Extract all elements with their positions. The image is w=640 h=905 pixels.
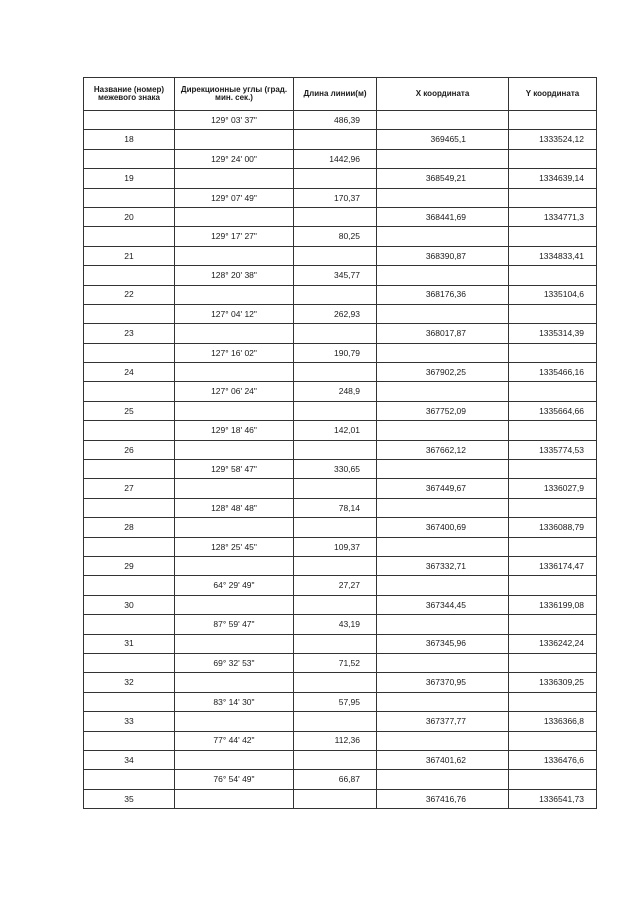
marker-name-cell: 33 xyxy=(84,712,175,731)
directional-angle-cell: 127° 16' 02" xyxy=(175,343,294,362)
directional-angle-cell xyxy=(175,750,294,769)
table-row xyxy=(84,750,597,769)
table-row xyxy=(84,440,597,459)
directional-angle-cell xyxy=(175,207,294,226)
directional-angle-cell: 69° 32' 53" xyxy=(175,653,294,672)
table-row xyxy=(84,304,597,323)
x-coordinate-cell xyxy=(377,227,509,246)
marker-name-cell xyxy=(84,770,175,789)
table-row xyxy=(84,518,597,537)
y-coordinate-cell: 1334771,3 xyxy=(509,207,597,226)
x-coordinate-cell xyxy=(377,731,509,750)
y-coordinate-cell: 1335104,6 xyxy=(509,285,597,304)
y-coordinate-cell: 1336242,24 xyxy=(509,634,597,653)
table-row xyxy=(84,789,597,808)
line-length-cell: 170,37 xyxy=(294,188,377,207)
x-coordinate-cell: 367401,62 xyxy=(377,750,509,769)
header-line-length: Длина линии(м) xyxy=(294,78,377,111)
line-length-cell xyxy=(294,673,377,692)
x-coordinate-cell xyxy=(377,576,509,595)
line-length-cell xyxy=(294,285,377,304)
directional-angle-cell: 87° 59' 47" xyxy=(175,615,294,634)
table-row xyxy=(84,382,597,401)
y-coordinate-cell xyxy=(509,188,597,207)
directional-angle-cell: 129° 17' 27" xyxy=(175,227,294,246)
x-coordinate-cell xyxy=(377,111,509,130)
marker-name-cell xyxy=(84,653,175,672)
marker-name-cell: 20 xyxy=(84,207,175,226)
directional-angle-cell: 128° 20' 38" xyxy=(175,266,294,285)
line-length-cell xyxy=(294,363,377,382)
directional-angle-cell xyxy=(175,712,294,731)
x-coordinate-cell: 367449,67 xyxy=(377,479,509,498)
marker-name-cell: 34 xyxy=(84,750,175,769)
x-coordinate-cell xyxy=(377,304,509,323)
marker-name-cell: 27 xyxy=(84,479,175,498)
y-coordinate-cell: 1334639,14 xyxy=(509,169,597,188)
table-row xyxy=(84,595,597,614)
line-length-cell xyxy=(294,479,377,498)
x-coordinate-cell xyxy=(377,770,509,789)
directional-angle-cell xyxy=(175,789,294,808)
x-coordinate-cell xyxy=(377,615,509,634)
table-row xyxy=(84,653,597,672)
x-coordinate-cell: 367377,77 xyxy=(377,712,509,731)
directional-angle-cell: 83° 14' 30" xyxy=(175,692,294,711)
x-coordinate-cell: 367345,96 xyxy=(377,634,509,653)
marker-name-cell xyxy=(84,304,175,323)
directional-angle-cell xyxy=(175,634,294,653)
marker-name-cell xyxy=(84,149,175,168)
y-coordinate-cell xyxy=(509,382,597,401)
line-length-cell xyxy=(294,518,377,537)
table-row xyxy=(84,111,597,130)
line-length-cell xyxy=(294,556,377,575)
marker-name-cell: 26 xyxy=(84,440,175,459)
y-coordinate-cell: 1336309,25 xyxy=(509,673,597,692)
directional-angle-cell: 64° 29' 49" xyxy=(175,576,294,595)
marker-name-cell xyxy=(84,498,175,517)
line-length-cell: 43,19 xyxy=(294,615,377,634)
table-row xyxy=(84,227,597,246)
marker-name-cell xyxy=(84,111,175,130)
marker-name-cell: 28 xyxy=(84,518,175,537)
y-coordinate-cell xyxy=(509,111,597,130)
x-coordinate-cell xyxy=(377,343,509,362)
directional-angle-cell: 129° 24' 00" xyxy=(175,149,294,168)
x-coordinate-cell xyxy=(377,692,509,711)
directional-angle-cell xyxy=(175,401,294,420)
table-row xyxy=(84,731,597,750)
table-row xyxy=(84,324,597,343)
x-coordinate-cell: 368017,87 xyxy=(377,324,509,343)
x-coordinate-cell: 367752,09 xyxy=(377,401,509,420)
table-row xyxy=(84,634,597,653)
marker-name-cell xyxy=(84,343,175,362)
x-coordinate-cell: 367902,25 xyxy=(377,363,509,382)
line-length-cell: 112,36 xyxy=(294,731,377,750)
directional-angle-cell xyxy=(175,363,294,382)
table-row xyxy=(84,343,597,362)
y-coordinate-cell: 1333524,12 xyxy=(509,130,597,149)
marker-name-cell xyxy=(84,615,175,634)
line-length-cell: 142,01 xyxy=(294,421,377,440)
x-coordinate-cell: 367332,71 xyxy=(377,556,509,575)
line-length-cell: 262,93 xyxy=(294,304,377,323)
x-coordinate-cell: 368549,21 xyxy=(377,169,509,188)
directional-angle-cell: 128° 48' 48" xyxy=(175,498,294,517)
y-coordinate-cell: 1336088,79 xyxy=(509,518,597,537)
directional-angle-cell xyxy=(175,673,294,692)
line-length-cell: 330,65 xyxy=(294,460,377,479)
table-row xyxy=(84,692,597,711)
directional-angle-cell xyxy=(175,324,294,343)
table-row xyxy=(84,169,597,188)
table-row xyxy=(84,130,597,149)
y-coordinate-cell xyxy=(509,537,597,556)
line-length-cell: 248,9 xyxy=(294,382,377,401)
marker-name-cell xyxy=(84,188,175,207)
line-length-cell xyxy=(294,324,377,343)
y-coordinate-cell: 1336366,8 xyxy=(509,712,597,731)
x-coordinate-cell xyxy=(377,537,509,556)
directional-angle-cell: 127° 04' 12" xyxy=(175,304,294,323)
header-marker-name: Название (номер) межевого знака xyxy=(84,78,175,111)
line-length-cell: 190,79 xyxy=(294,343,377,362)
marker-name-cell: 18 xyxy=(84,130,175,149)
table-header-row xyxy=(84,78,597,111)
line-length-cell xyxy=(294,130,377,149)
table-row xyxy=(84,363,597,382)
marker-name-cell xyxy=(84,382,175,401)
x-coordinate-cell: 368441,69 xyxy=(377,207,509,226)
line-length-cell xyxy=(294,750,377,769)
marker-name-cell xyxy=(84,421,175,440)
directional-angle-cell: 129° 58' 47" xyxy=(175,460,294,479)
marker-name-cell xyxy=(84,692,175,711)
marker-name-cell: 29 xyxy=(84,556,175,575)
x-coordinate-cell: 367370,95 xyxy=(377,673,509,692)
line-length-cell xyxy=(294,634,377,653)
x-coordinate-cell xyxy=(377,188,509,207)
y-coordinate-cell xyxy=(509,653,597,672)
x-coordinate-cell: 368176,36 xyxy=(377,285,509,304)
marker-name-cell: 35 xyxy=(84,789,175,808)
y-coordinate-cell: 1335774,53 xyxy=(509,440,597,459)
header-directional-angle: Дирекционные углы (град. мин. сек.) xyxy=(175,78,294,111)
marker-name-cell: 23 xyxy=(84,324,175,343)
boundary-coordinates-table xyxy=(83,77,597,809)
table-row xyxy=(84,556,597,575)
x-coordinate-cell xyxy=(377,266,509,285)
marker-name-cell xyxy=(84,266,175,285)
directional-angle-cell: 128° 25' 45" xyxy=(175,537,294,556)
line-length-cell: 1442,96 xyxy=(294,149,377,168)
table-row xyxy=(84,246,597,265)
directional-angle-cell xyxy=(175,440,294,459)
table-row xyxy=(84,207,597,226)
y-coordinate-cell xyxy=(509,343,597,362)
y-coordinate-cell: 1336174,47 xyxy=(509,556,597,575)
x-coordinate-cell xyxy=(377,498,509,517)
marker-name-cell xyxy=(84,576,175,595)
table-row xyxy=(84,266,597,285)
marker-name-cell xyxy=(84,731,175,750)
line-length-cell: 78,14 xyxy=(294,498,377,517)
y-coordinate-cell: 1335314,39 xyxy=(509,324,597,343)
y-coordinate-cell xyxy=(509,227,597,246)
x-coordinate-cell xyxy=(377,460,509,479)
y-coordinate-cell xyxy=(509,460,597,479)
line-length-cell xyxy=(294,789,377,808)
table-row xyxy=(84,421,597,440)
table-row xyxy=(84,285,597,304)
directional-angle-cell xyxy=(175,285,294,304)
y-coordinate-cell: 1336199,08 xyxy=(509,595,597,614)
line-length-cell: 109,37 xyxy=(294,537,377,556)
table-row xyxy=(84,188,597,207)
table-row xyxy=(84,615,597,634)
marker-name-cell: 22 xyxy=(84,285,175,304)
y-coordinate-cell xyxy=(509,692,597,711)
y-coordinate-cell: 1335466,16 xyxy=(509,363,597,382)
directional-angle-cell xyxy=(175,130,294,149)
directional-angle-cell xyxy=(175,518,294,537)
line-length-cell xyxy=(294,440,377,459)
line-length-cell: 345,77 xyxy=(294,266,377,285)
marker-name-cell: 24 xyxy=(84,363,175,382)
table-row xyxy=(84,479,597,498)
directional-angle-cell xyxy=(175,479,294,498)
line-length-cell: 486,39 xyxy=(294,111,377,130)
line-length-cell xyxy=(294,595,377,614)
line-length-cell: 80,25 xyxy=(294,227,377,246)
directional-angle-cell xyxy=(175,246,294,265)
marker-name-cell xyxy=(84,537,175,556)
x-coordinate-cell: 367344,45 xyxy=(377,595,509,614)
y-coordinate-cell xyxy=(509,498,597,517)
x-coordinate-cell: 367416,76 xyxy=(377,789,509,808)
marker-name-cell: 30 xyxy=(84,595,175,614)
directional-angle-cell: 129° 18' 46" xyxy=(175,421,294,440)
table-row xyxy=(84,149,597,168)
directional-angle-cell: 129° 03' 37" xyxy=(175,111,294,130)
line-length-cell xyxy=(294,246,377,265)
marker-name-cell: 31 xyxy=(84,634,175,653)
marker-name-cell: 32 xyxy=(84,673,175,692)
y-coordinate-cell: 1336541,73 xyxy=(509,789,597,808)
x-coordinate-cell: 369465,1 xyxy=(377,130,509,149)
x-coordinate-cell xyxy=(377,149,509,168)
directional-angle-cell xyxy=(175,556,294,575)
marker-name-cell: 19 xyxy=(84,169,175,188)
y-coordinate-cell xyxy=(509,266,597,285)
y-coordinate-cell xyxy=(509,304,597,323)
directional-angle-cell: 77° 44' 42" xyxy=(175,731,294,750)
y-coordinate-cell: 1336476,6 xyxy=(509,750,597,769)
directional-angle-cell: 76° 54' 49" xyxy=(175,770,294,789)
table-row xyxy=(84,576,597,595)
x-coordinate-cell: 368390,87 xyxy=(377,246,509,265)
directional-angle-cell: 129° 07' 49" xyxy=(175,188,294,207)
marker-name-cell: 21 xyxy=(84,246,175,265)
y-coordinate-cell xyxy=(509,615,597,634)
line-length-cell: 27,27 xyxy=(294,576,377,595)
table-row xyxy=(84,770,597,789)
header-y-coordinate: Y координата xyxy=(509,78,597,111)
y-coordinate-cell xyxy=(509,731,597,750)
x-coordinate-cell xyxy=(377,653,509,672)
table-row xyxy=(84,460,597,479)
x-coordinate-cell xyxy=(377,382,509,401)
line-length-cell xyxy=(294,712,377,731)
line-length-cell: 71,52 xyxy=(294,653,377,672)
line-length-cell: 66,87 xyxy=(294,770,377,789)
y-coordinate-cell: 1334833,41 xyxy=(509,246,597,265)
x-coordinate-cell xyxy=(377,421,509,440)
y-coordinate-cell: 1335664,66 xyxy=(509,401,597,420)
marker-name-cell: 25 xyxy=(84,401,175,420)
line-length-cell xyxy=(294,207,377,226)
table-row xyxy=(84,673,597,692)
table-row xyxy=(84,401,597,420)
y-coordinate-cell xyxy=(509,149,597,168)
y-coordinate-cell xyxy=(509,421,597,440)
table-row xyxy=(84,498,597,517)
y-coordinate-cell xyxy=(509,770,597,789)
header-x-coordinate: X координата xyxy=(377,78,509,111)
line-length-cell xyxy=(294,169,377,188)
directional-angle-cell xyxy=(175,595,294,614)
directional-angle-cell xyxy=(175,169,294,188)
table-row xyxy=(84,537,597,556)
x-coordinate-cell: 367662,12 xyxy=(377,440,509,459)
marker-name-cell xyxy=(84,460,175,479)
table-row xyxy=(84,712,597,731)
marker-name-cell xyxy=(84,227,175,246)
x-coordinate-cell: 367400,69 xyxy=(377,518,509,537)
y-coordinate-cell xyxy=(509,576,597,595)
line-length-cell xyxy=(294,401,377,420)
line-length-cell: 57,95 xyxy=(294,692,377,711)
y-coordinate-cell: 1336027,9 xyxy=(509,479,597,498)
directional-angle-cell: 127° 06' 24" xyxy=(175,382,294,401)
